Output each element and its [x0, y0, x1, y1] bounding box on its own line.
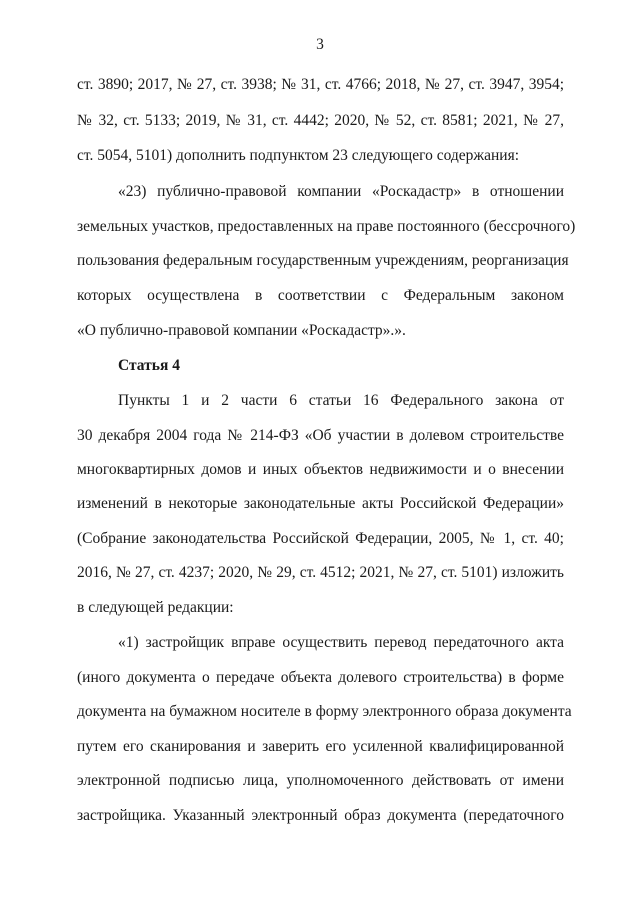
text-line: «1) застройщик вправе осуществить перевод передаточного акта — [118, 634, 564, 651]
text-line: «23) публично-правовой компании «Роскадастр» в отношении — [118, 183, 564, 200]
text-line: 30 декабря 2004 года № 214-ФЗ «Об участии в долевом строительстве — [77, 427, 564, 444]
text-line: путем его сканирования и заверить его усиленной квалифицированной — [77, 738, 564, 755]
text-line: (Собрание законодательства Российской Федерации, 2005, № 1, ст. 40; — [77, 530, 564, 547]
page-number: 3 — [316, 36, 324, 53]
text-line: документа на бумажном носителе в форму электронного образа документа — [77, 703, 572, 720]
text-line: № 32, ст. 5133; 2019, № 31, ст. 4442; 2020, № 52, ст. 8581; 2021, № 27, — [77, 112, 564, 129]
text-line: «О публично-правовой компании «Роскадастр».». — [77, 322, 406, 339]
text-line: многоквартирных домов и иных объектов недвижимости и о внесении — [77, 461, 564, 478]
text-line: Пункты 1 и 2 части 6 статьи 16 Федерального закона от — [118, 392, 564, 409]
text-line: земельных участков, предоставленных на праве постоянного (бессрочного) — [77, 218, 576, 235]
text-line: (иного документа о передаче объекта долевого строительства) в форме — [77, 669, 564, 686]
text-line: ст. 3890; 2017, № 27, ст. 3938; № 31, ст. 4766; 2018, № 27, ст. 3947, 3954; — [77, 76, 564, 93]
text-line: застройщика. Указанный электронный образ документа (передаточного — [77, 807, 564, 824]
text-line: в следующей редакции: — [77, 599, 234, 616]
text-line: 2016, № 27, ст. 4237; 2020, № 29, ст. 4512; 2021, № 27, ст. 5101) изложить — [77, 564, 564, 581]
text-line: изменений в некоторые законодательные акты Российской Федерации» — [77, 495, 564, 512]
article-heading: Статья 4 — [118, 357, 180, 374]
text-line: которых осуществлена в соответствии с Федеральным законом — [77, 287, 564, 304]
text-line: электронной подписью лица, уполномоченного действовать от имени — [77, 772, 564, 789]
text-line: ст. 5054, 5101) дополнить подпунктом 23 следующего содержания: — [77, 147, 520, 164]
text-line: пользования федеральным государственным учреждениям, реорганизация — [77, 252, 569, 269]
